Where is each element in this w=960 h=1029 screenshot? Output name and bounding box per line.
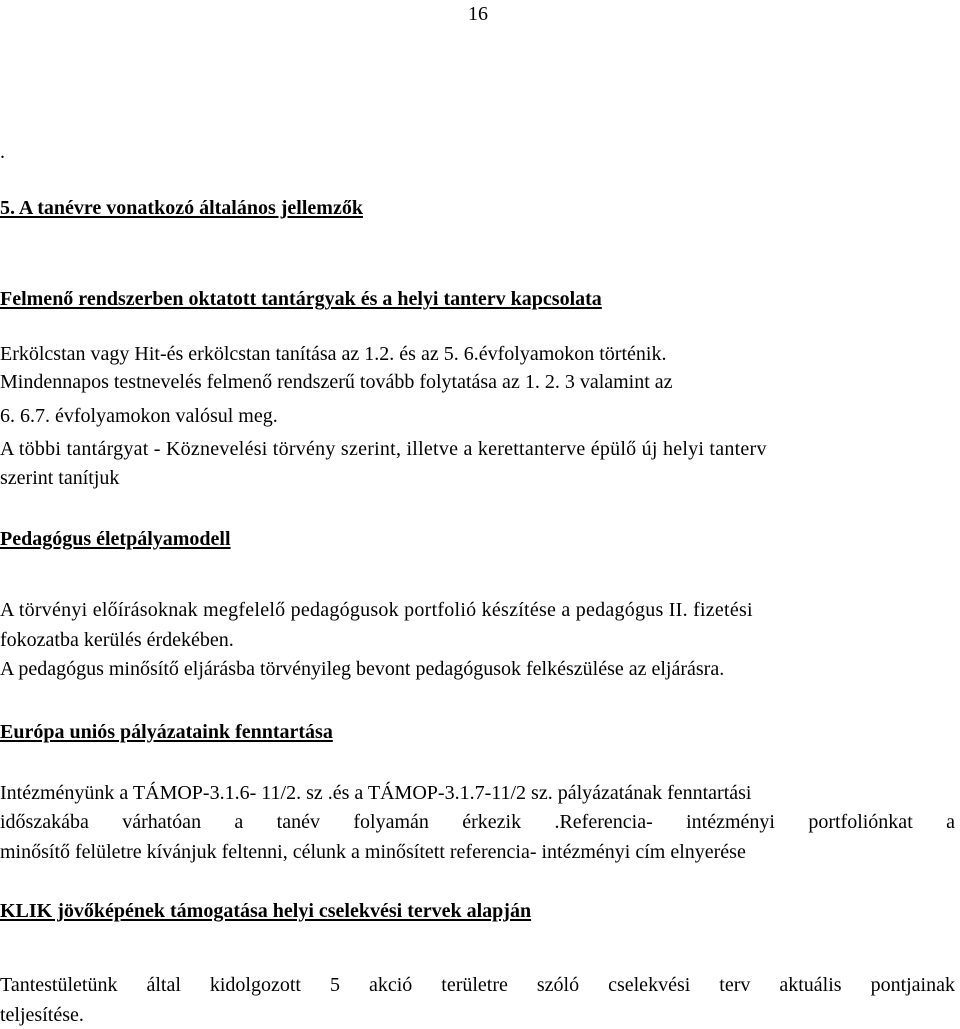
section-title: 5. A tanévre vonatkozó általános jellemzők <box>0 197 363 219</box>
paragraph-line: Tantestületünk által kidolgozott 5 akció területre szóló cselekvési terv aktuális pontjainak <box>0 974 955 996</box>
stray-dot: . <box>0 141 5 163</box>
subsection-title-eu-projects: Európa uniós pályázataink fenntartása <box>0 721 333 743</box>
page-number: 16 <box>468 3 488 25</box>
subsection-title-klik: KLIK jövőképének támogatása helyi cselekvési tervek alapján <box>0 900 532 922</box>
subsection-title-career-model: Pedagógus életpályamodell <box>0 528 231 550</box>
paragraph-line: teljesítése. <box>0 1004 84 1026</box>
paragraph-line: A pedagógus minősítő eljárásba törvényileg bevont pedagógusok felkészülése az eljárásra. <box>0 658 725 680</box>
paragraph-line: minősítő felületre kívánjuk feltenni, célunk a minősített referencia- intézményi cím elnyerése <box>0 841 746 863</box>
paragraph-line: Erkölcstan vagy Hit-és erkölcstan tanítása az 1.2. és az 5. 6.évfolyamokon történik. <box>0 343 667 365</box>
paragraph-line-justified <box>0 810 955 834</box>
paragraph-line: Intézményünk a TÁMOP-3.1.6- 11/2. sz .és a TÁMOP-3.1.7-11/2 sz. pályázatának fenntartási <box>0 782 752 804</box>
paragraph-line: fokozatba kerülés érdekében. <box>0 629 234 651</box>
paragraph-line: A törvényi előírásoknak megfelelő pedagógusok portfolió készítése a pedagógus II. fizetési <box>0 599 753 621</box>
paragraph-line: 6. 6.7. évfolyamokon valósul meg. <box>0 405 278 427</box>
paragraph-line: szerint tanítjuk <box>0 467 120 489</box>
paragraph-line: Mindennapos testnevelés felmenő rendszerű tovább folytatása az 1. 2. 3 valamint az <box>0 371 673 393</box>
paragraph-line: időszakába várhatóan a tanév folyamán érkezik .Referencia- intézményi portfoliónkat a <box>0 811 955 833</box>
paragraph-line-justified <box>0 973 955 997</box>
paragraph-line: A többi tantárgyat - Köznevelési törvény szerint, illetve a kerettanterve épülő új helyi tanterv <box>0 438 767 460</box>
subsection-title-curriculum: Felmenő rendszerben oktatott tantárgyak és a helyi tanterv kapcsolata <box>0 288 602 310</box>
